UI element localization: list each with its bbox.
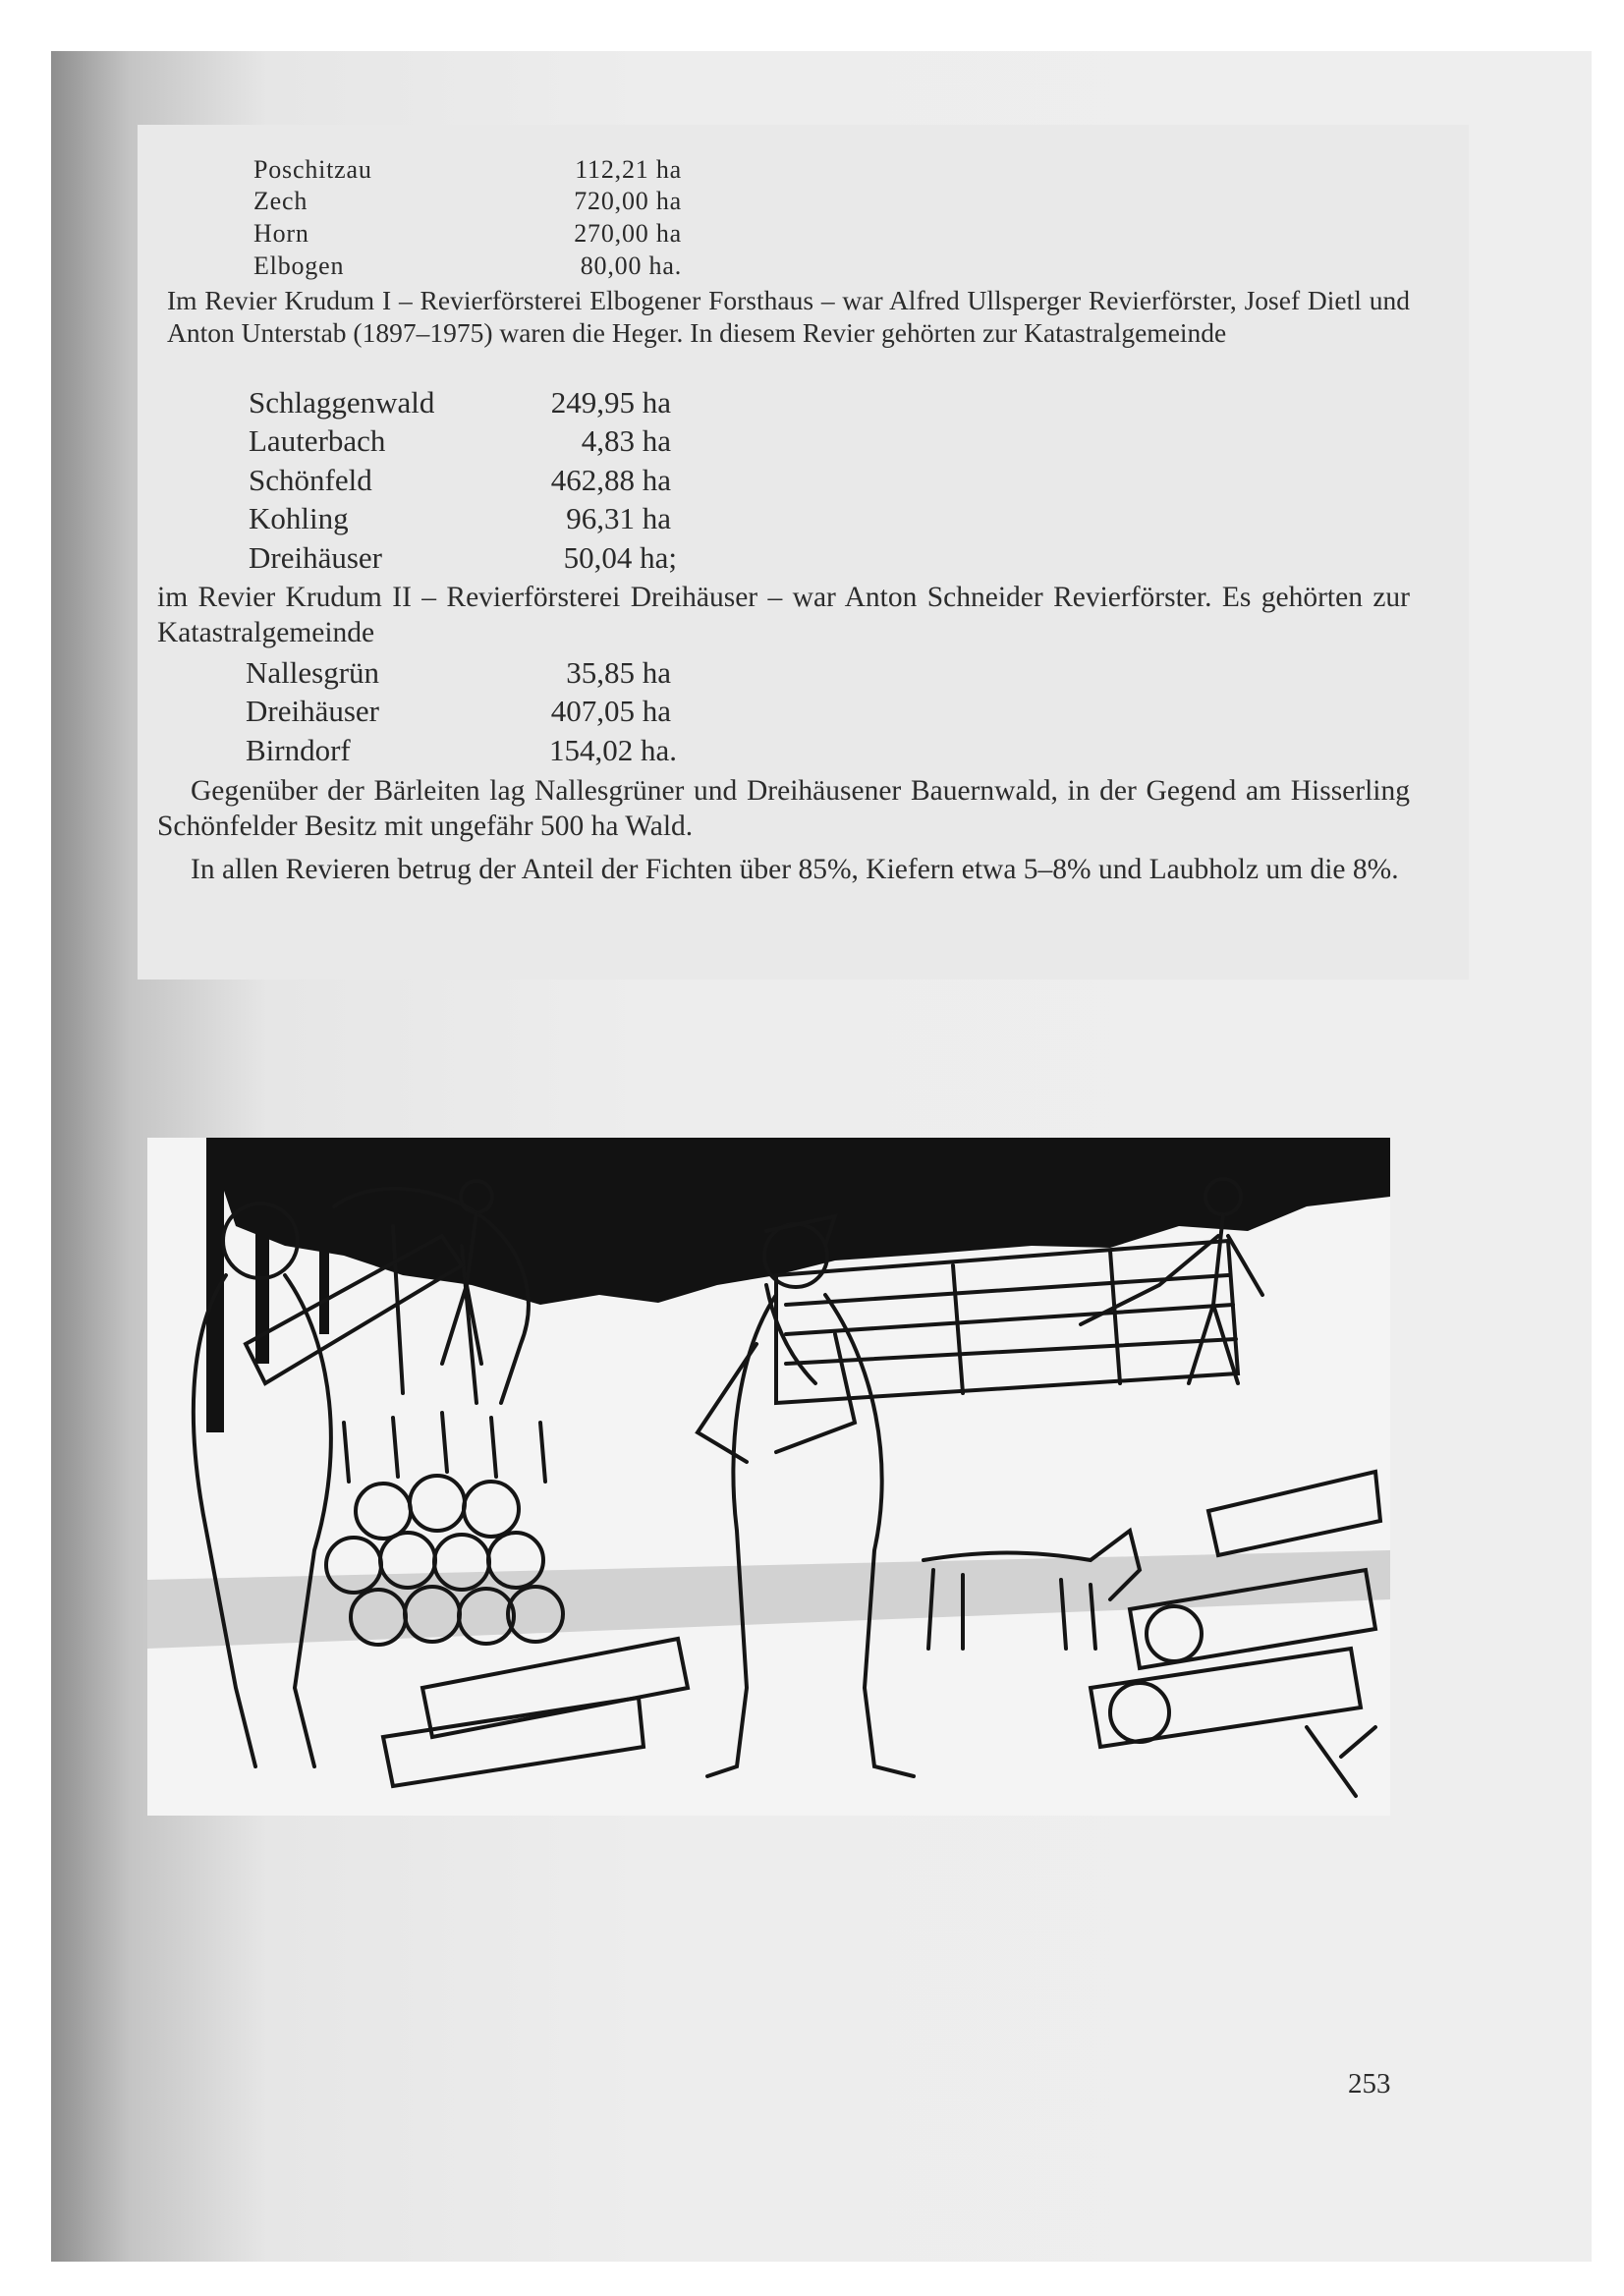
place-name: Nallesgrün [246, 655, 380, 690]
paragraph-revier-krudum-1: Im Revier Krudum I – Revierförsterei Elbogener Forsthaus – war Alfred Ullsperger Revierförster, Josef Dietl und Anton Unterstab (1897–1975) waren die Heger. In diesem Revier gehörten zur Katastralgemeinde [167, 285, 1410, 348]
area-value: 270,00 ha [574, 219, 682, 248]
place-name: Dreihäuser [249, 540, 382, 575]
area-value: 720,00 ha [574, 187, 682, 215]
scan-edge [0, 0, 51, 2296]
area-value: 4,83 ha [581, 423, 671, 458]
area-value: 154,02 ha. [548, 733, 677, 767]
area-value: 35,85 ha [566, 655, 671, 690]
place-name: Lauterbach [249, 423, 386, 458]
page-number: 253 [1348, 2068, 1391, 2100]
area-value: 96,31 ha [566, 501, 671, 535]
paragraph-revier-krudum-2: im Revier Krudum II – Revierförsterei Dreihäuser – war Anton Schneider Revierförster. Es gehörten zur Katastralgemeinde [157, 582, 1410, 648]
area-value: 462,88 ha [550, 463, 671, 497]
place-name: Birndorf [246, 733, 351, 767]
place-name: Elbogen [253, 252, 345, 280]
place-name: Dreihäuser [246, 694, 379, 728]
place-name: Horn [253, 219, 309, 248]
place-name: Schönfeld [249, 463, 372, 497]
area-value: 407,05 ha [550, 694, 671, 728]
area-value: 112,21 ha [575, 155, 682, 184]
place-name: Poschitzau [253, 155, 372, 184]
place-name: Schlaggenwald [249, 385, 435, 420]
place-name: Zech [253, 187, 308, 215]
paragraph-baerleiten: Gegenüber der Bärleiten lag Nallesgrüner und Dreihäusener Bauernwald, in der Gegend am Hisserling Schönfelder Besitz mit ungefähr 500 ha Wald. [157, 775, 1410, 842]
area-value: 80,00 ha. [580, 252, 682, 280]
place-name: Kohling [249, 501, 349, 535]
area-value: 50,04 ha; [563, 540, 677, 575]
forest-work-illustration [147, 1138, 1390, 1816]
paragraph-tree-shares: In allen Revieren betrug der Anteil der Fichten über 85%, Kiefern etwa 5–8% und Laubholz um die 8%. [191, 854, 1399, 885]
area-value: 249,95 ha [550, 385, 671, 420]
